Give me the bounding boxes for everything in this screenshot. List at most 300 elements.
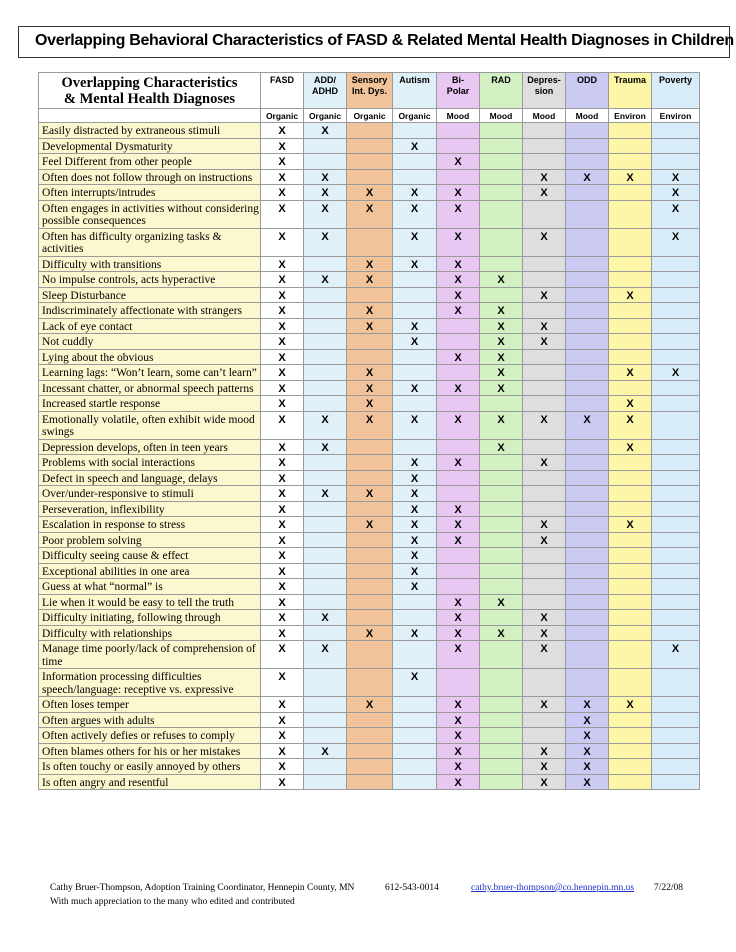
- mark-cell: X: [393, 532, 437, 548]
- row-label: Sleep Disturbance: [39, 287, 261, 303]
- mark-cell: X: [437, 455, 480, 471]
- mark-cell: [566, 548, 609, 564]
- mark-cell: [523, 563, 566, 579]
- mark-cell: [652, 501, 700, 517]
- table-row: [39, 610, 700, 626]
- mark-cell: [304, 759, 347, 775]
- table-row: [39, 743, 700, 759]
- mark-cell: X: [437, 641, 480, 669]
- mark-cell: [566, 439, 609, 455]
- mark-cell: X: [261, 470, 304, 486]
- mark-cell: [652, 548, 700, 564]
- mark-cell: X: [480, 318, 523, 334]
- mark-cell: [393, 365, 437, 381]
- mark-cell: [304, 728, 347, 744]
- mark-cell: X: [304, 439, 347, 455]
- mark-cell: X: [393, 228, 437, 256]
- mark-cell: X: [523, 334, 566, 350]
- col-head-bipolar: Bi- Polar: [437, 73, 480, 109]
- mark-cell: [652, 303, 700, 319]
- sub-head-adhd: Organic: [304, 109, 347, 123]
- mark-cell: X: [609, 365, 652, 381]
- mark-cell: X: [261, 641, 304, 669]
- mark-cell: [347, 123, 393, 139]
- mark-cell: X: [393, 486, 437, 502]
- mark-cell: X: [261, 759, 304, 775]
- mark-cell: [437, 169, 480, 185]
- row-label: Often has difficulty organizing tasks & activities: [39, 228, 261, 256]
- mark-cell: [566, 287, 609, 303]
- mark-cell: [523, 380, 566, 396]
- mark-cell: [347, 334, 393, 350]
- mark-cell: X: [566, 712, 609, 728]
- mark-cell: [609, 774, 652, 790]
- row-label: Not cuddly: [39, 334, 261, 350]
- mark-cell: X: [437, 256, 480, 272]
- mark-cell: [566, 380, 609, 396]
- mark-cell: X: [609, 697, 652, 713]
- row-label: Lying about the obvious: [39, 349, 261, 365]
- mark-cell: X: [347, 625, 393, 641]
- mark-cell: X: [523, 743, 566, 759]
- col-head-depression: Depres- sion: [523, 73, 566, 109]
- mark-cell: [480, 228, 523, 256]
- mark-cell: [480, 455, 523, 471]
- mark-cell: X: [609, 439, 652, 455]
- table-row: [39, 548, 700, 564]
- mark-cell: [393, 287, 437, 303]
- mark-cell: X: [480, 625, 523, 641]
- mark-cell: [480, 548, 523, 564]
- mark-cell: [480, 470, 523, 486]
- mark-cell: [523, 200, 566, 228]
- table-header-title: [39, 73, 261, 109]
- mark-cell: [304, 697, 347, 713]
- mark-cell: X: [304, 272, 347, 288]
- mark-cell: X: [566, 411, 609, 439]
- mark-cell: [652, 349, 700, 365]
- mark-cell: X: [261, 318, 304, 334]
- mark-cell: X: [609, 287, 652, 303]
- mark-cell: X: [437, 697, 480, 713]
- mark-cell: [609, 669, 652, 697]
- mark-cell: [609, 228, 652, 256]
- mark-cell: X: [480, 303, 523, 319]
- mark-cell: [523, 579, 566, 595]
- mark-cell: X: [437, 303, 480, 319]
- title-box: [18, 26, 734, 58]
- row-label: Learning lags: “Won’t learn, some can’t learn”: [39, 365, 261, 381]
- table-row: [39, 439, 700, 455]
- mark-cell: X: [609, 169, 652, 185]
- mark-cell: [304, 517, 347, 533]
- mark-cell: [347, 532, 393, 548]
- mark-cell: X: [347, 200, 393, 228]
- mark-cell: [609, 594, 652, 610]
- mark-cell: [609, 759, 652, 775]
- table-row: [39, 169, 700, 185]
- mark-cell: [304, 579, 347, 595]
- mark-cell: [347, 455, 393, 471]
- mark-cell: X: [566, 743, 609, 759]
- mark-cell: X: [652, 641, 700, 669]
- mark-cell: [566, 318, 609, 334]
- mark-cell: X: [261, 185, 304, 201]
- mark-cell: X: [261, 563, 304, 579]
- mark-cell: [523, 123, 566, 139]
- mark-cell: X: [566, 169, 609, 185]
- mark-cell: [480, 641, 523, 669]
- table-header-line1: Overlapping Characteristics: [61, 74, 238, 91]
- table-row: [39, 287, 700, 303]
- mark-cell: [480, 517, 523, 533]
- table-row: [39, 334, 700, 350]
- mark-cell: X: [437, 287, 480, 303]
- mark-cell: [609, 548, 652, 564]
- mark-cell: X: [437, 774, 480, 790]
- mark-cell: [566, 579, 609, 595]
- mark-cell: [304, 548, 347, 564]
- mark-cell: [652, 579, 700, 595]
- mark-cell: X: [347, 411, 393, 439]
- mark-cell: [523, 712, 566, 728]
- mark-cell: X: [304, 185, 347, 201]
- mark-cell: X: [437, 728, 480, 744]
- mark-cell: X: [347, 272, 393, 288]
- mark-cell: [304, 138, 347, 154]
- row-label: Difficulty with transitions: [39, 256, 261, 272]
- mark-cell: X: [393, 501, 437, 517]
- row-label: Often loses temper: [39, 697, 261, 713]
- mark-cell: [437, 548, 480, 564]
- mark-cell: [480, 712, 523, 728]
- mark-cell: [566, 123, 609, 139]
- mark-cell: [304, 334, 347, 350]
- mark-cell: X: [304, 200, 347, 228]
- mark-cell: [652, 774, 700, 790]
- mark-cell: X: [347, 365, 393, 381]
- row-label: Difficulty seeing cause & effect: [39, 548, 261, 564]
- mark-cell: [480, 774, 523, 790]
- footer-email-link[interactable]: cathy.bruer-thompson@co.hennepin.mn.us: [471, 883, 635, 893]
- mark-cell: X: [347, 256, 393, 272]
- mark-cell: [480, 697, 523, 713]
- mark-cell: [609, 318, 652, 334]
- mark-cell: [437, 334, 480, 350]
- mark-cell: [609, 501, 652, 517]
- mark-cell: X: [304, 486, 347, 502]
- row-label: Is often angry and resentful: [39, 774, 261, 790]
- row-label: Incessant chatter, or abnormal speech patterns: [39, 380, 261, 396]
- mark-cell: [523, 501, 566, 517]
- mark-cell: X: [523, 287, 566, 303]
- mark-cell: [304, 455, 347, 471]
- mark-cell: [652, 380, 700, 396]
- mark-cell: [609, 185, 652, 201]
- mark-cell: [480, 610, 523, 626]
- mark-cell: [609, 138, 652, 154]
- mark-cell: [523, 256, 566, 272]
- table-row: [39, 486, 700, 502]
- mark-cell: [393, 349, 437, 365]
- table-row: [39, 594, 700, 610]
- mark-cell: X: [347, 486, 393, 502]
- mark-cell: X: [437, 380, 480, 396]
- mark-cell: [347, 138, 393, 154]
- mark-cell: X: [261, 365, 304, 381]
- mark-cell: X: [393, 334, 437, 350]
- table-row: [39, 625, 700, 641]
- mark-cell: [566, 185, 609, 201]
- mark-cell: X: [393, 455, 437, 471]
- mark-cell: [566, 669, 609, 697]
- mark-cell: [437, 486, 480, 502]
- mark-cell: [437, 138, 480, 154]
- mark-cell: X: [393, 380, 437, 396]
- mark-cell: [609, 486, 652, 502]
- row-label: Problems with social interactions: [39, 455, 261, 471]
- mark-cell: X: [393, 318, 437, 334]
- col-head-sensory: Sensory Int. Dys.: [347, 73, 393, 109]
- mark-cell: X: [261, 548, 304, 564]
- mark-cell: X: [437, 200, 480, 228]
- mark-cell: [652, 594, 700, 610]
- mark-cell: X: [347, 380, 393, 396]
- mark-cell: [304, 563, 347, 579]
- mark-cell: X: [304, 743, 347, 759]
- mark-cell: [347, 439, 393, 455]
- mark-cell: X: [304, 411, 347, 439]
- mark-cell: [652, 610, 700, 626]
- row-label: No impulse controls, acts hyperactive: [39, 272, 261, 288]
- mark-cell: [393, 154, 437, 170]
- mark-cell: [652, 287, 700, 303]
- mark-cell: X: [304, 228, 347, 256]
- mark-cell: [347, 610, 393, 626]
- mark-cell: X: [261, 272, 304, 288]
- sub-head-blank: [39, 109, 261, 123]
- mark-cell: [566, 396, 609, 412]
- mark-cell: [347, 594, 393, 610]
- mark-cell: [609, 200, 652, 228]
- mark-cell: X: [261, 200, 304, 228]
- mark-cell: X: [566, 697, 609, 713]
- sub-head-sensory: Organic: [347, 109, 393, 123]
- mark-cell: [609, 532, 652, 548]
- mark-cell: X: [437, 185, 480, 201]
- row-label: Indiscriminately affectionate with strangers: [39, 303, 261, 319]
- mark-cell: [304, 532, 347, 548]
- mark-cell: X: [523, 318, 566, 334]
- mark-cell: X: [523, 697, 566, 713]
- mark-cell: [523, 669, 566, 697]
- footer-author: Cathy Bruer-Thompson, Adoption Training Coordinator, Hennepin County, MN: [50, 883, 355, 893]
- mark-cell: [652, 697, 700, 713]
- mark-cell: X: [480, 365, 523, 381]
- mark-cell: [652, 759, 700, 775]
- mark-cell: [523, 728, 566, 744]
- mark-cell: [566, 563, 609, 579]
- sub-head-odd: Mood: [566, 109, 609, 123]
- mark-cell: [393, 712, 437, 728]
- row-label: Poor problem solving: [39, 532, 261, 548]
- mark-cell: X: [609, 396, 652, 412]
- row-label: Manage time poorly/lack of comprehension of time: [39, 641, 261, 669]
- mark-cell: X: [480, 272, 523, 288]
- mark-cell: X: [261, 712, 304, 728]
- mark-cell: [566, 594, 609, 610]
- mark-cell: [609, 610, 652, 626]
- mark-cell: [304, 349, 347, 365]
- mark-cell: [566, 138, 609, 154]
- mark-cell: X: [393, 470, 437, 486]
- mark-cell: [652, 532, 700, 548]
- mark-cell: X: [437, 272, 480, 288]
- footer-date: 7/22/08: [654, 883, 684, 893]
- table-row: [39, 349, 700, 365]
- mark-cell: [437, 123, 480, 139]
- mark-cell: [480, 200, 523, 228]
- mark-cell: X: [304, 641, 347, 669]
- mark-cell: [393, 743, 437, 759]
- mark-cell: X: [609, 411, 652, 439]
- mark-cell: [523, 303, 566, 319]
- mark-cell: [566, 200, 609, 228]
- row-label: Often engages in activities without considering possible consequences: [39, 200, 261, 228]
- mark-cell: X: [261, 349, 304, 365]
- mark-cell: X: [652, 365, 700, 381]
- mark-cell: X: [261, 154, 304, 170]
- mark-cell: [437, 669, 480, 697]
- table-row: [39, 411, 700, 439]
- mark-cell: [609, 743, 652, 759]
- row-label: Information processing difficulties speech/language: receptive vs. expressive: [39, 669, 261, 697]
- table-row: [39, 318, 700, 334]
- mark-cell: [566, 625, 609, 641]
- mark-cell: [437, 365, 480, 381]
- mark-cell: X: [261, 123, 304, 139]
- row-label: Guess at what “normal” is: [39, 579, 261, 595]
- sub-head-poverty: Environ: [652, 109, 700, 123]
- mark-cell: [304, 303, 347, 319]
- row-label: Lack of eye contact: [39, 318, 261, 334]
- footer-phone: 612-543-0014: [385, 883, 439, 893]
- mark-cell: [523, 396, 566, 412]
- mark-cell: [437, 439, 480, 455]
- table-row: [39, 774, 700, 790]
- mark-cell: X: [393, 138, 437, 154]
- table-row: [39, 396, 700, 412]
- sub-head-rad: Mood: [480, 109, 523, 123]
- mark-cell: [347, 579, 393, 595]
- col-head-fasd: FASD: [261, 73, 304, 109]
- mark-cell: [652, 455, 700, 471]
- mark-cell: [480, 743, 523, 759]
- mark-cell: X: [261, 303, 304, 319]
- mark-cell: [523, 548, 566, 564]
- mark-cell: X: [304, 169, 347, 185]
- mark-cell: X: [437, 625, 480, 641]
- mark-cell: X: [347, 517, 393, 533]
- mark-cell: [304, 625, 347, 641]
- mark-cell: [437, 318, 480, 334]
- mark-cell: [609, 625, 652, 641]
- row-label: Is often touchy or easily annoyed by others: [39, 759, 261, 775]
- mark-cell: X: [261, 697, 304, 713]
- mark-cell: [566, 365, 609, 381]
- table-row: [39, 365, 700, 381]
- mark-cell: X: [523, 625, 566, 641]
- mark-cell: X: [437, 743, 480, 759]
- mark-cell: [393, 774, 437, 790]
- mark-cell: [566, 470, 609, 486]
- footer-note: With much appreciation to the many who edited and contributed: [50, 897, 295, 907]
- mark-cell: [393, 169, 437, 185]
- mark-cell: [393, 272, 437, 288]
- mark-cell: [652, 334, 700, 350]
- col-head-trauma: Trauma: [609, 73, 652, 109]
- row-label: Exceptional abilities in one area: [39, 563, 261, 579]
- row-label: Depression develops, often in teen years: [39, 439, 261, 455]
- mark-cell: [304, 712, 347, 728]
- mark-cell: [523, 439, 566, 455]
- mark-cell: [393, 439, 437, 455]
- mark-cell: [652, 154, 700, 170]
- mark-cell: [480, 256, 523, 272]
- mark-cell: [480, 396, 523, 412]
- mark-cell: X: [480, 411, 523, 439]
- mark-cell: X: [523, 641, 566, 669]
- table-row: [39, 185, 700, 201]
- mark-cell: X: [261, 169, 304, 185]
- mark-cell: [566, 517, 609, 533]
- mark-cell: [523, 365, 566, 381]
- mark-cell: X: [523, 759, 566, 775]
- row-label: Developmental Dysmaturity: [39, 138, 261, 154]
- mark-cell: X: [261, 532, 304, 548]
- mark-cell: [347, 154, 393, 170]
- mark-cell: [437, 579, 480, 595]
- mark-cell: X: [393, 548, 437, 564]
- mark-cell: X: [393, 185, 437, 201]
- table-row: [39, 256, 700, 272]
- mark-cell: [566, 272, 609, 288]
- row-label: Difficulty with relationships: [39, 625, 261, 641]
- table-row: [39, 728, 700, 744]
- sub-head-trauma: Environ: [609, 109, 652, 123]
- table-row: [39, 759, 700, 775]
- mark-cell: [652, 625, 700, 641]
- mark-cell: X: [523, 169, 566, 185]
- mark-cell: X: [261, 486, 304, 502]
- mark-cell: X: [523, 228, 566, 256]
- mark-cell: [480, 532, 523, 548]
- mark-cell: X: [393, 200, 437, 228]
- mark-cell: X: [261, 287, 304, 303]
- mark-cell: [652, 563, 700, 579]
- mark-cell: [347, 501, 393, 517]
- row-label: Often actively defies or refuses to comply: [39, 728, 261, 744]
- mark-cell: [437, 563, 480, 579]
- mark-cell: [609, 579, 652, 595]
- mark-cell: [347, 641, 393, 669]
- mark-cell: [393, 759, 437, 775]
- mark-cell: X: [347, 185, 393, 201]
- mark-cell: [304, 396, 347, 412]
- mark-cell: X: [393, 625, 437, 641]
- mark-cell: [523, 138, 566, 154]
- mark-cell: X: [437, 349, 480, 365]
